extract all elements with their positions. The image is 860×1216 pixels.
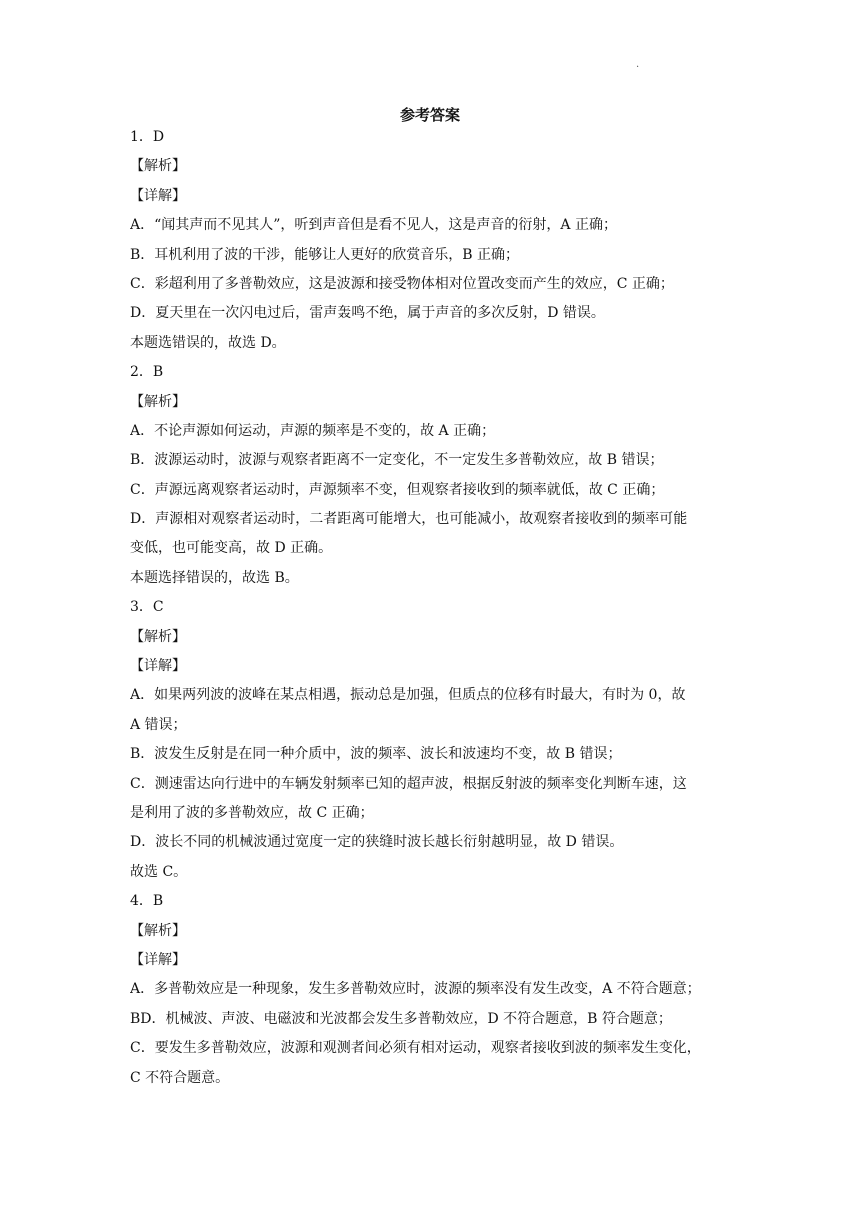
answer-line: A．不论声源如何运动，声源的频率是不变的，故 A 正确； [130, 422, 496, 439]
answer-line: 【详解】 [130, 658, 186, 675]
answer-line: 【解析】 [130, 393, 186, 410]
answer-line: 【解析】 [130, 922, 186, 939]
answer-line: 故选 C。 [130, 863, 188, 880]
answer-line: C 不符合题意。 [130, 1069, 230, 1086]
answer-line: A．如果两列波的波峰在某点相遇，振动总是加强，但质点的位移有时最大，有时为 0，故 [130, 687, 686, 704]
answer-line: B．耳机利用了波的干涉，能够让人更好的欣赏音乐，B 正确； [130, 246, 520, 263]
answer-line: 【详解】 [130, 187, 186, 204]
answer-line: B．波源运动时，波源与观察者距离不一定变化，不一定发生多普勒效应，故 B 错误； [130, 452, 664, 469]
answer-body [130, 123, 736, 1093]
answer-line: 变低，也可能变高，故 D 正确。 [130, 540, 333, 557]
answer-line: C．声源远离观察者运动时，声源频率不变，但观察者接收到的频率就低，故 C 正确； [130, 481, 665, 498]
answer-line: 本题选错误的，故选 D。 [130, 334, 286, 351]
answer-line: C．彩超利用了多普勒效应，这是波源和接受物体相对位置改变而产生的效应，C 正确； [130, 275, 674, 292]
page-title: 参考答案 [399, 106, 460, 124]
answer-line: A．多普勒效应是一种现象，发生多普勒效应时，波源的频率没有发生改变，A 不符合题意； [130, 981, 701, 998]
answer-line: 2．B [130, 364, 164, 381]
answer-line: 【解析】 [130, 628, 186, 645]
answer-line: D．夏天里在一次闪电过后，雷声轰鸣不绝，属于声音的多次反射，D 错误。 [130, 305, 605, 322]
answer-line: 3．C [130, 599, 164, 616]
answer-line: 是利用了波的多普勒效应，故 C 正确； [130, 804, 374, 821]
answer-line: D．波长不同的机械波通过宽度一定的狭缝时波长越长衍射越明显，故 D 错误。 [130, 834, 624, 851]
answer-line: 4．B [130, 893, 164, 910]
answer-line: D．声源相对观察者运动时，二者距离可能增大，也可能减小，故观察者接收到的频率可能 [130, 511, 688, 528]
answer-line: 【解析】 [130, 158, 186, 175]
answer-line: A．“闻其声而不见其人”，听到声音但是看不见人，这是声音的衍射，A 正确； [130, 217, 617, 234]
answer-line: C．测速雷达向行进中的车辆发射频率已知的超声波，根据反射波的频率变化判断车速，这 [130, 775, 687, 792]
answer-line: 【详解】 [130, 951, 186, 968]
answer-line: A 错误； [130, 716, 187, 733]
answer-line: C．要发生多普勒效应，波源和观测者间必须有相对运动，观察者接收到波的频率发生变化， [130, 1040, 701, 1057]
answer-line: BD．机械波、声波、电磁波和光波都会发生多普勒效应，D 不符合题意，B 符合题意； [130, 1010, 672, 1027]
page-header-dot: . [636, 59, 640, 70]
answer-line: B．波发生反射是在同一种介质中，波的频率、波长和波速均不变，故 B 错误； [130, 746, 622, 763]
answer-line: 本题选择错误的，故选 B。 [130, 569, 299, 586]
answer-line: 1．D [130, 129, 165, 145]
